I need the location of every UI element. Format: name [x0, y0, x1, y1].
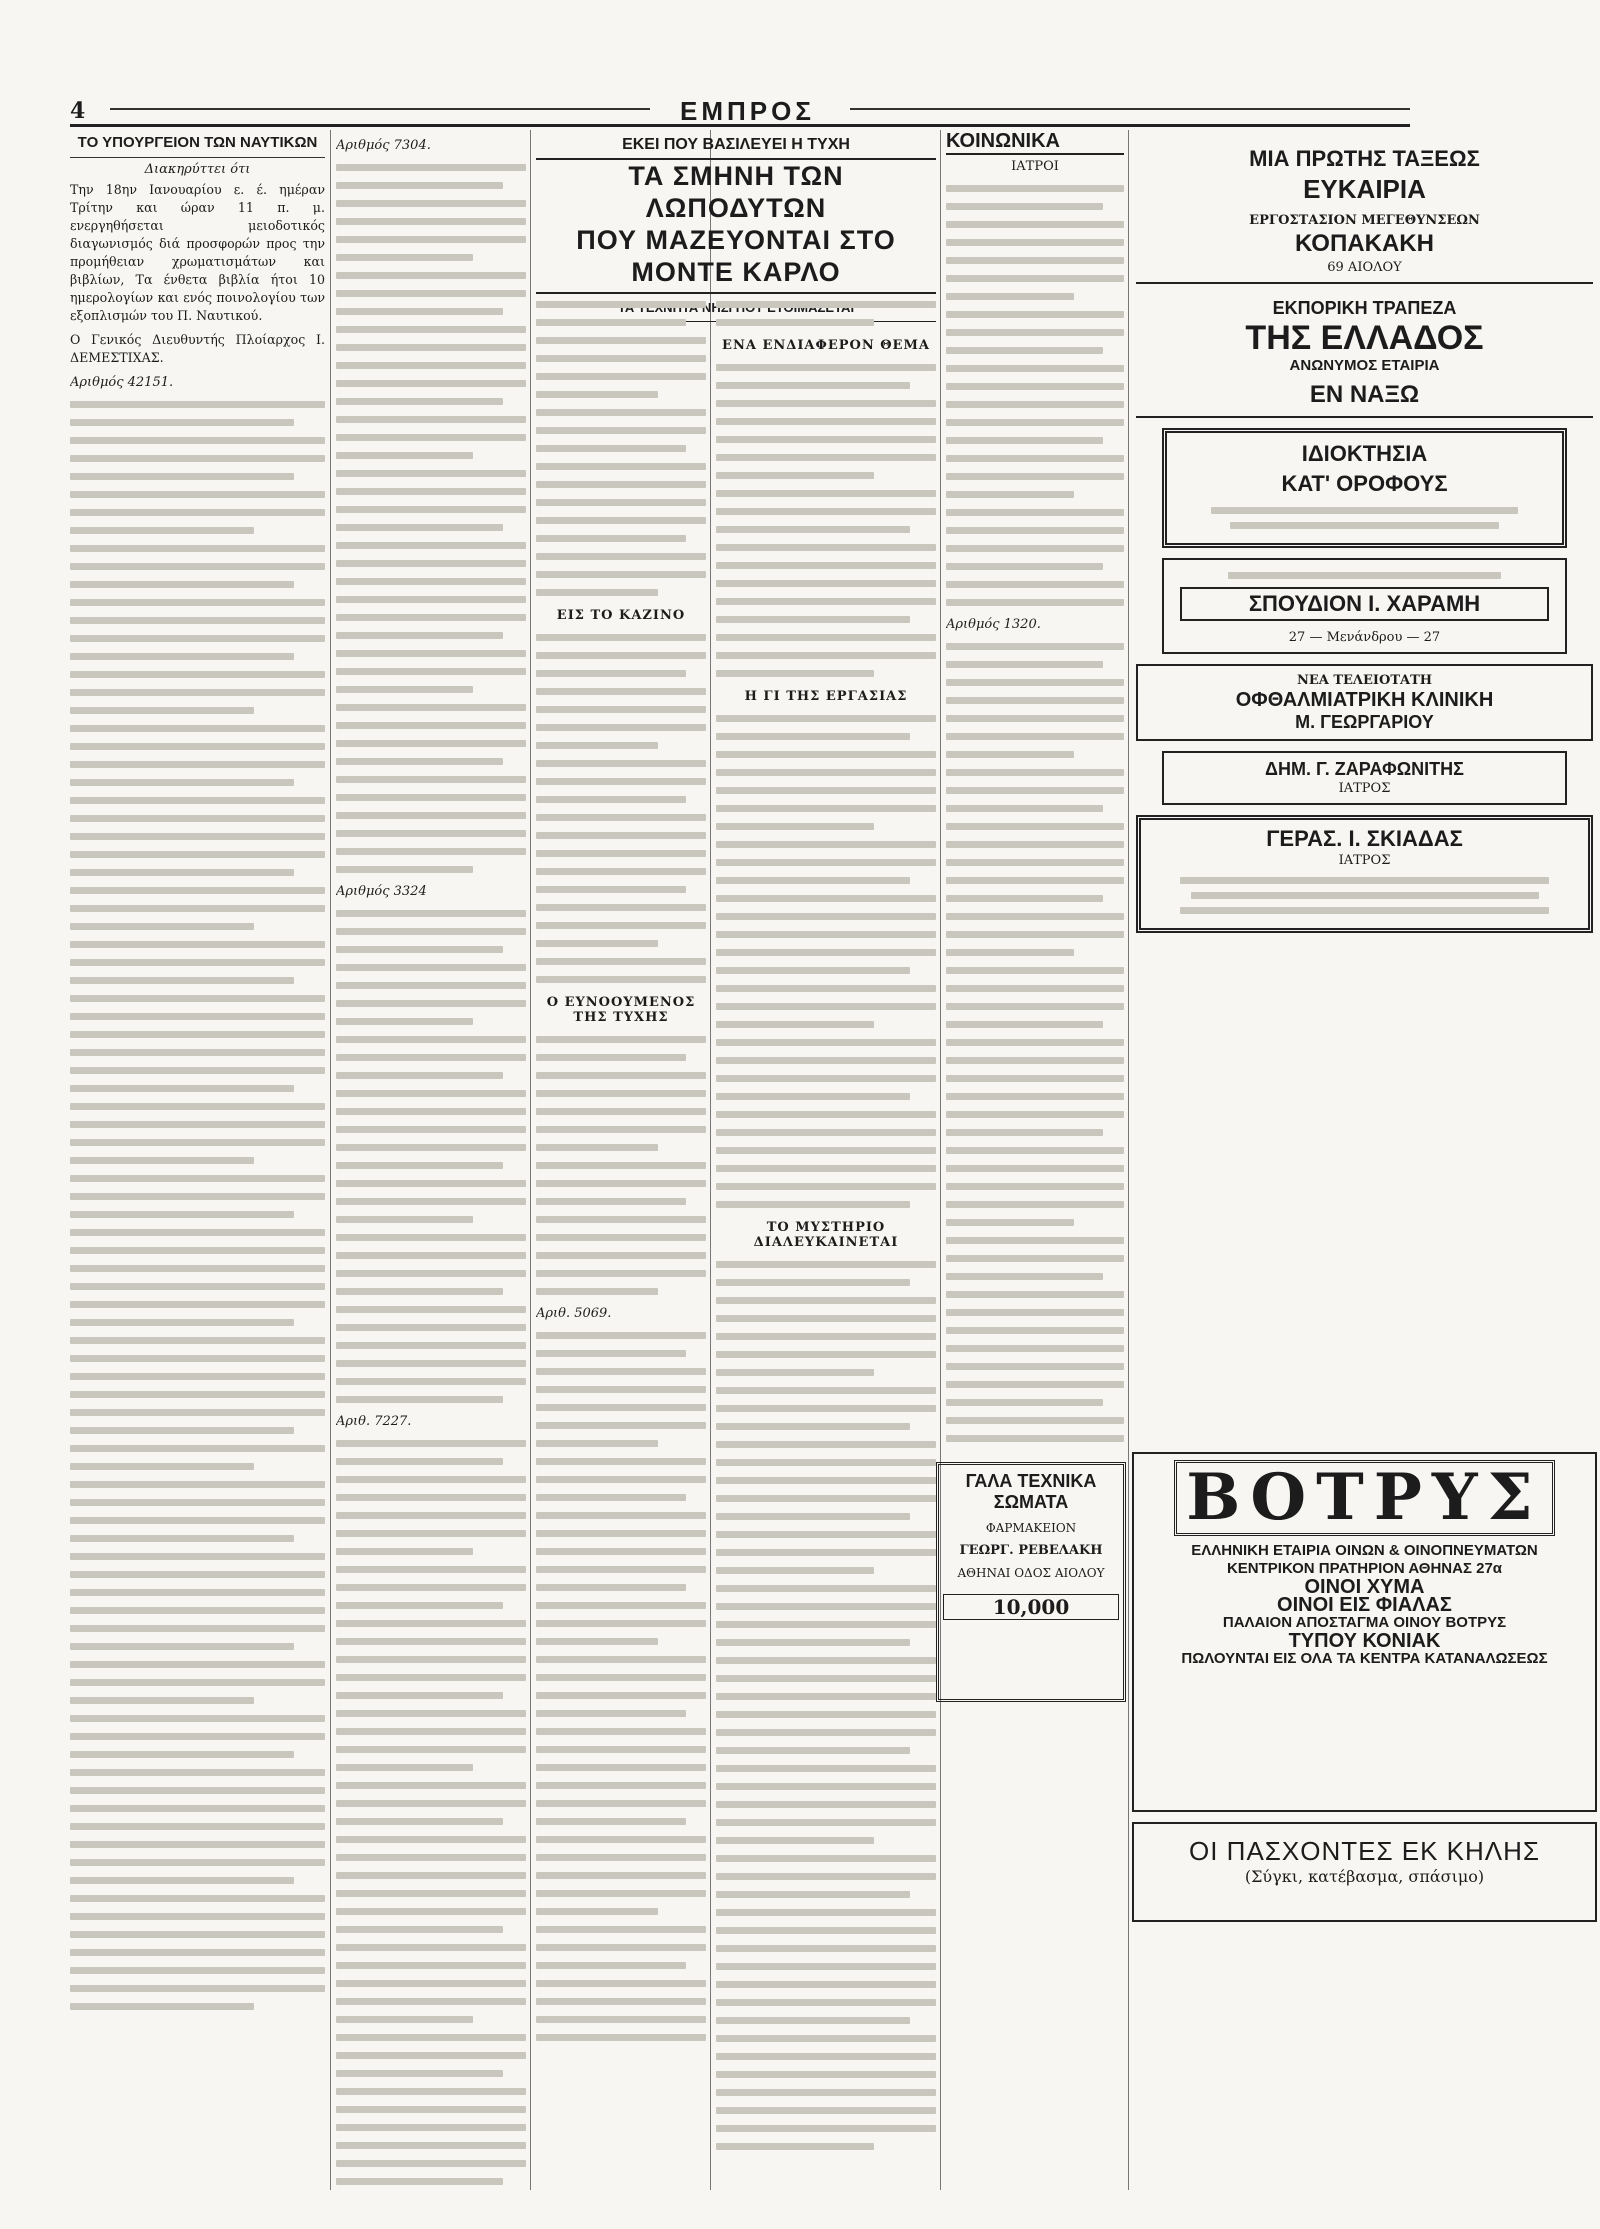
- masthead: [70, 96, 1410, 127]
- masthead-rule-left: [110, 108, 650, 110]
- notice-number: Αριθμός 1320.: [946, 617, 1041, 632]
- ad-doctor-zarafonitis: [1162, 751, 1567, 805]
- ad-opportunity: [1136, 138, 1593, 284]
- ad-doctor-zarafonitis-name: ΔΗΜ. Γ. ΖΑΡΑΦΩΝΙΤΗΣ: [1265, 759, 1464, 779]
- ad-clinic: [1162, 558, 1567, 654]
- column-3: [536, 290, 706, 2190]
- column-divider: [710, 130, 711, 2190]
- illegible-body-text: [336, 164, 526, 873]
- ad-votrys-line2: ΚΕΝΤΡΙΚΟΝ ΠΡΑΤΗΡΙΟΝ ΑΘΗΝΑΣ 27α: [1226, 1560, 1503, 1577]
- column-divider: [330, 130, 331, 2190]
- illegible-body-text: [716, 301, 936, 326]
- ad-votrys-line4: ΟΙΝΟΙ ΕΙΣ ΦΙΑΛΑΣ: [1277, 1594, 1452, 1616]
- section-title-work: Η ΓΙ ΤΗΣ ΕΡΓΑΣΙΑΣ: [744, 689, 908, 704]
- column-2: [336, 130, 526, 2190]
- illegible-body-text: [946, 643, 1124, 1442]
- ad-clinic-name: ΣΠΟΥΔΙΟΝ Ι. ΧΑΡΑΜΗ: [1180, 587, 1549, 621]
- notice-number: Αριθμός 3324: [336, 884, 427, 899]
- ad-bank-line1: ΕΚΠΟΡΙΚΗ ΤΡΑΠΕΖΑ: [1272, 298, 1457, 318]
- ad-doctor-skiadas-title: ΙΑΤΡΟΣ: [1338, 853, 1391, 868]
- ad-votrys-line3: ΟΙΝΟΙ ΧΥΜΑ: [1304, 1576, 1425, 1598]
- casino-title-2: ΠΟΥ ΜΑΖΕΥΟΝΤΑΙ ΣΤΟ ΜΟΝΤΕ ΚΑΡΛΟ: [536, 224, 936, 294]
- illegible-body-text: [536, 1332, 706, 2041]
- navy-notice-headline: ΤΟ ΥΠΟΥΡΓΕΙΟΝ ΤΩΝ ΝΑΥΤΙΚΩΝ: [70, 130, 325, 158]
- ad-pharmacy: [936, 1462, 1126, 1702]
- ad-hernia-line1: ΟΙ ΠΑΣΧΟΝΤΕΣ ΕΚ ΚΗΛΗΣ: [1189, 1836, 1540, 1866]
- masthead-title: ΕΜΠΡΟΣ: [680, 96, 815, 126]
- illegible-body-text: [536, 301, 706, 596]
- social-section-title: ΚΟΙΝΩΝΙΚΑ: [946, 130, 1124, 155]
- notice-number: Αριθμός 7304.: [336, 138, 431, 153]
- ad-clinic-address: 27 — Μενάνδρου — 27: [1288, 630, 1441, 645]
- ad-opportunity-line1: ΜΙΑ ΠΡΩΤΗΣ ΤΑΞΕΩΣ: [1249, 146, 1480, 171]
- ad-bank-line4: ΕΝ ΝΑΞΩ: [1309, 381, 1420, 408]
- ad-pharmacy-line3: ΓΕΩΡΓ. ΡΕΒΕΛΑΚΗ: [959, 1543, 1103, 1558]
- illegible-body-text: [70, 401, 325, 2010]
- ad-doctor-skiadas: [1136, 815, 1593, 933]
- notice-number: Αριθ. 7227.: [336, 1414, 412, 1429]
- ad-factory-address: 69 ΑΙΟΛΟΥ: [1327, 260, 1402, 275]
- ad-pharmacy-line5: 10,000: [943, 1594, 1119, 1620]
- ad-eye-clinic-line3: Μ. ΓΕΩΡΓΑΡΙΟΥ: [1295, 712, 1434, 732]
- ad-bank: [1136, 292, 1593, 418]
- notice-number: Αριθμός 42151.: [70, 375, 174, 390]
- ad-factory-name: ΚΟΠΑΚΑΚΗ: [1295, 230, 1434, 257]
- ad-factory-line: ΕΡΓΟΣΤΑΣΙΟΝ ΜΕΓΕΘΥΝΣΕΩΝ: [1249, 213, 1480, 228]
- illegible-body-text: [536, 1036, 706, 1295]
- ad-eye-clinic-line2: ΟΦΘΑΛΜΙΑΤΡΙΚΗ ΚΛΙΝΙΚΗ: [1235, 689, 1494, 711]
- ad-bank-line2: ΤΗΣ ΕΛΛΑΔΟΣ: [1245, 319, 1484, 357]
- ad-votrys-line7: ΠΩΛΟΥΝΤΑΙ ΕΙΣ ΟΛΑ ΤΑ ΚΕΝΤΡΑ ΚΑΤΑΝΑΛΩΣΕΩΣ: [1181, 1650, 1548, 1667]
- column-divider: [940, 130, 941, 2190]
- doctors-subtitle: ΙΑΤΡΟΙ: [1011, 159, 1059, 174]
- ad-eye-clinic: [1136, 664, 1593, 741]
- ad-doctor-zarafonitis-title: ΙΑΤΡΟΣ: [1338, 781, 1391, 796]
- ad-bank-line3: ΑΝΩΝΥΜΟΣ ΕΤΑΙΡΙΑ: [1289, 357, 1440, 374]
- ad-votrys: [1132, 1452, 1597, 1812]
- navy-notice-signoff: Ο Γενικός Διευθυντής Πλοίαρχος Ι. ΔΕΜΕΣΤΙΧΑΣ.: [70, 332, 325, 365]
- ads-column: [1132, 130, 1597, 1445]
- masthead-rule-right: [850, 108, 1410, 110]
- illegible-body-text: [536, 634, 706, 983]
- column-5: [946, 130, 1124, 1450]
- ad-pharmacy-line1: ΓΑΛΑ ΤΕΧΝΙΚΑ ΣΩΜΑΤΑ: [965, 1471, 1097, 1512]
- illegible-body-text: [716, 715, 936, 1208]
- section-title-fortune: Ο ΕΥΝΟΟΥΜΕΝΟΣ ΤΗΣ ΤΥΧΗΣ: [546, 995, 696, 1025]
- ad-votrys-line5: ΠΑΛΑΙΟΝ ΑΠΟΣΤΑΓΜΑ ΟΙΝΟΥ ΒΟΤΡΥΣ: [1222, 1614, 1507, 1631]
- illegible-body-text: [336, 910, 526, 1403]
- ad-pharmacy-line4: ΑΘΗΝΑΙ ΟΔΟΣ ΑΙΟΛΟΥ: [957, 1566, 1105, 1580]
- ad-hernia: [1132, 1822, 1597, 1922]
- illegible-body-text: [716, 364, 936, 677]
- casino-kicker: ΕΚΕΙ ΠΟΥ ΒΑΣΙΛΕΥΕΙ Η ΤΥΧΗ: [536, 132, 936, 160]
- notice-number: Αριθ. 5069.: [536, 1306, 612, 1321]
- column-1: [70, 130, 325, 2190]
- section-title-mystery: ΤΟ ΜΥΣΤΗΡΙΟ ΔΙΑΛΕΥΚΑΙΝΕΤΑΙ: [753, 1220, 899, 1250]
- column-divider: [1128, 130, 1129, 2190]
- section-title-casino: ΕΙΣ ΤΟ ΚΑΖΙΝΟ: [556, 608, 686, 623]
- ad-hernia-line2: (Σύγκι, κατέβασμα, σπάσιμο): [1244, 1867, 1485, 1886]
- navy-notice-subhead: Διακηρύττει ότι: [144, 162, 251, 177]
- ad-doctor-skiadas-name: ΓΕΡΑΣ. Ι. ΣΚΙΑΔΑΣ: [1266, 826, 1463, 851]
- illegible-body-text: [946, 185, 1124, 606]
- casino-title-1: ΤΑ ΣΜΗΝΗ ΤΩΝ ΛΩΠΟΔΥΤΩΝ: [628, 161, 844, 223]
- ad-pharmacy-line2: ΦΑΡΜΑΚΕΙΟΝ: [985, 1521, 1077, 1535]
- page-number: 4: [70, 98, 86, 124]
- illegible-body-text: [716, 1261, 936, 2150]
- ad-votrys-line1: ΕΛΛΗΝΙΚΗ ΕΤΑΙΡΙΑ ΟΙΝΩΝ & ΟΙΝΟΠΝΕΥΜΑΤΩΝ: [1191, 1542, 1538, 1559]
- column-4: [716, 290, 936, 2190]
- ad-property-line1: ΙΔΙΟΚΤΗΣΙΑ: [1301, 441, 1428, 466]
- ad-votrys-line6: ΤΥΠΟΥ ΚΟΝΙΑΚ: [1288, 1630, 1441, 1652]
- illegible-body-text: [336, 1440, 526, 2190]
- ad-opportunity-line2: ΕΥΚΑΙΡΙΑ: [1303, 174, 1426, 204]
- ad-votrys-brand: ΒΟΤΡΥΣ: [1174, 1460, 1555, 1536]
- column-divider: [530, 130, 531, 2190]
- navy-notice-text: Την 18ην Ιανουαρίου ε. έ. ημέραν Τρίτην και ώραν 11 π. μ. ενεργηθήσεται μειοδοτικός διαγωνισμός διά προσφορών προς την προμήθειαν χρωματισμάτων και βιβλίων, Τα ένθετα βιβλία ήτοι 10 ημερολογίων και ενός ποινολογίου των εξοπλισμών του Π. Ναυτικού.: [70, 182, 325, 323]
- ad-property-line2: ΚΑΤ' ΟΡΟΦΟΥΣ: [1281, 471, 1448, 496]
- section-title-interesting: ΕΝΑ ΕΝΔΙΑΦΕΡΟΝ ΘΕΜΑ: [722, 338, 930, 353]
- ad-eye-clinic-line1: ΝΕΑ ΤΕΛΕΙΟΤΑΤΗ: [1296, 673, 1433, 688]
- ad-property: [1162, 428, 1567, 548]
